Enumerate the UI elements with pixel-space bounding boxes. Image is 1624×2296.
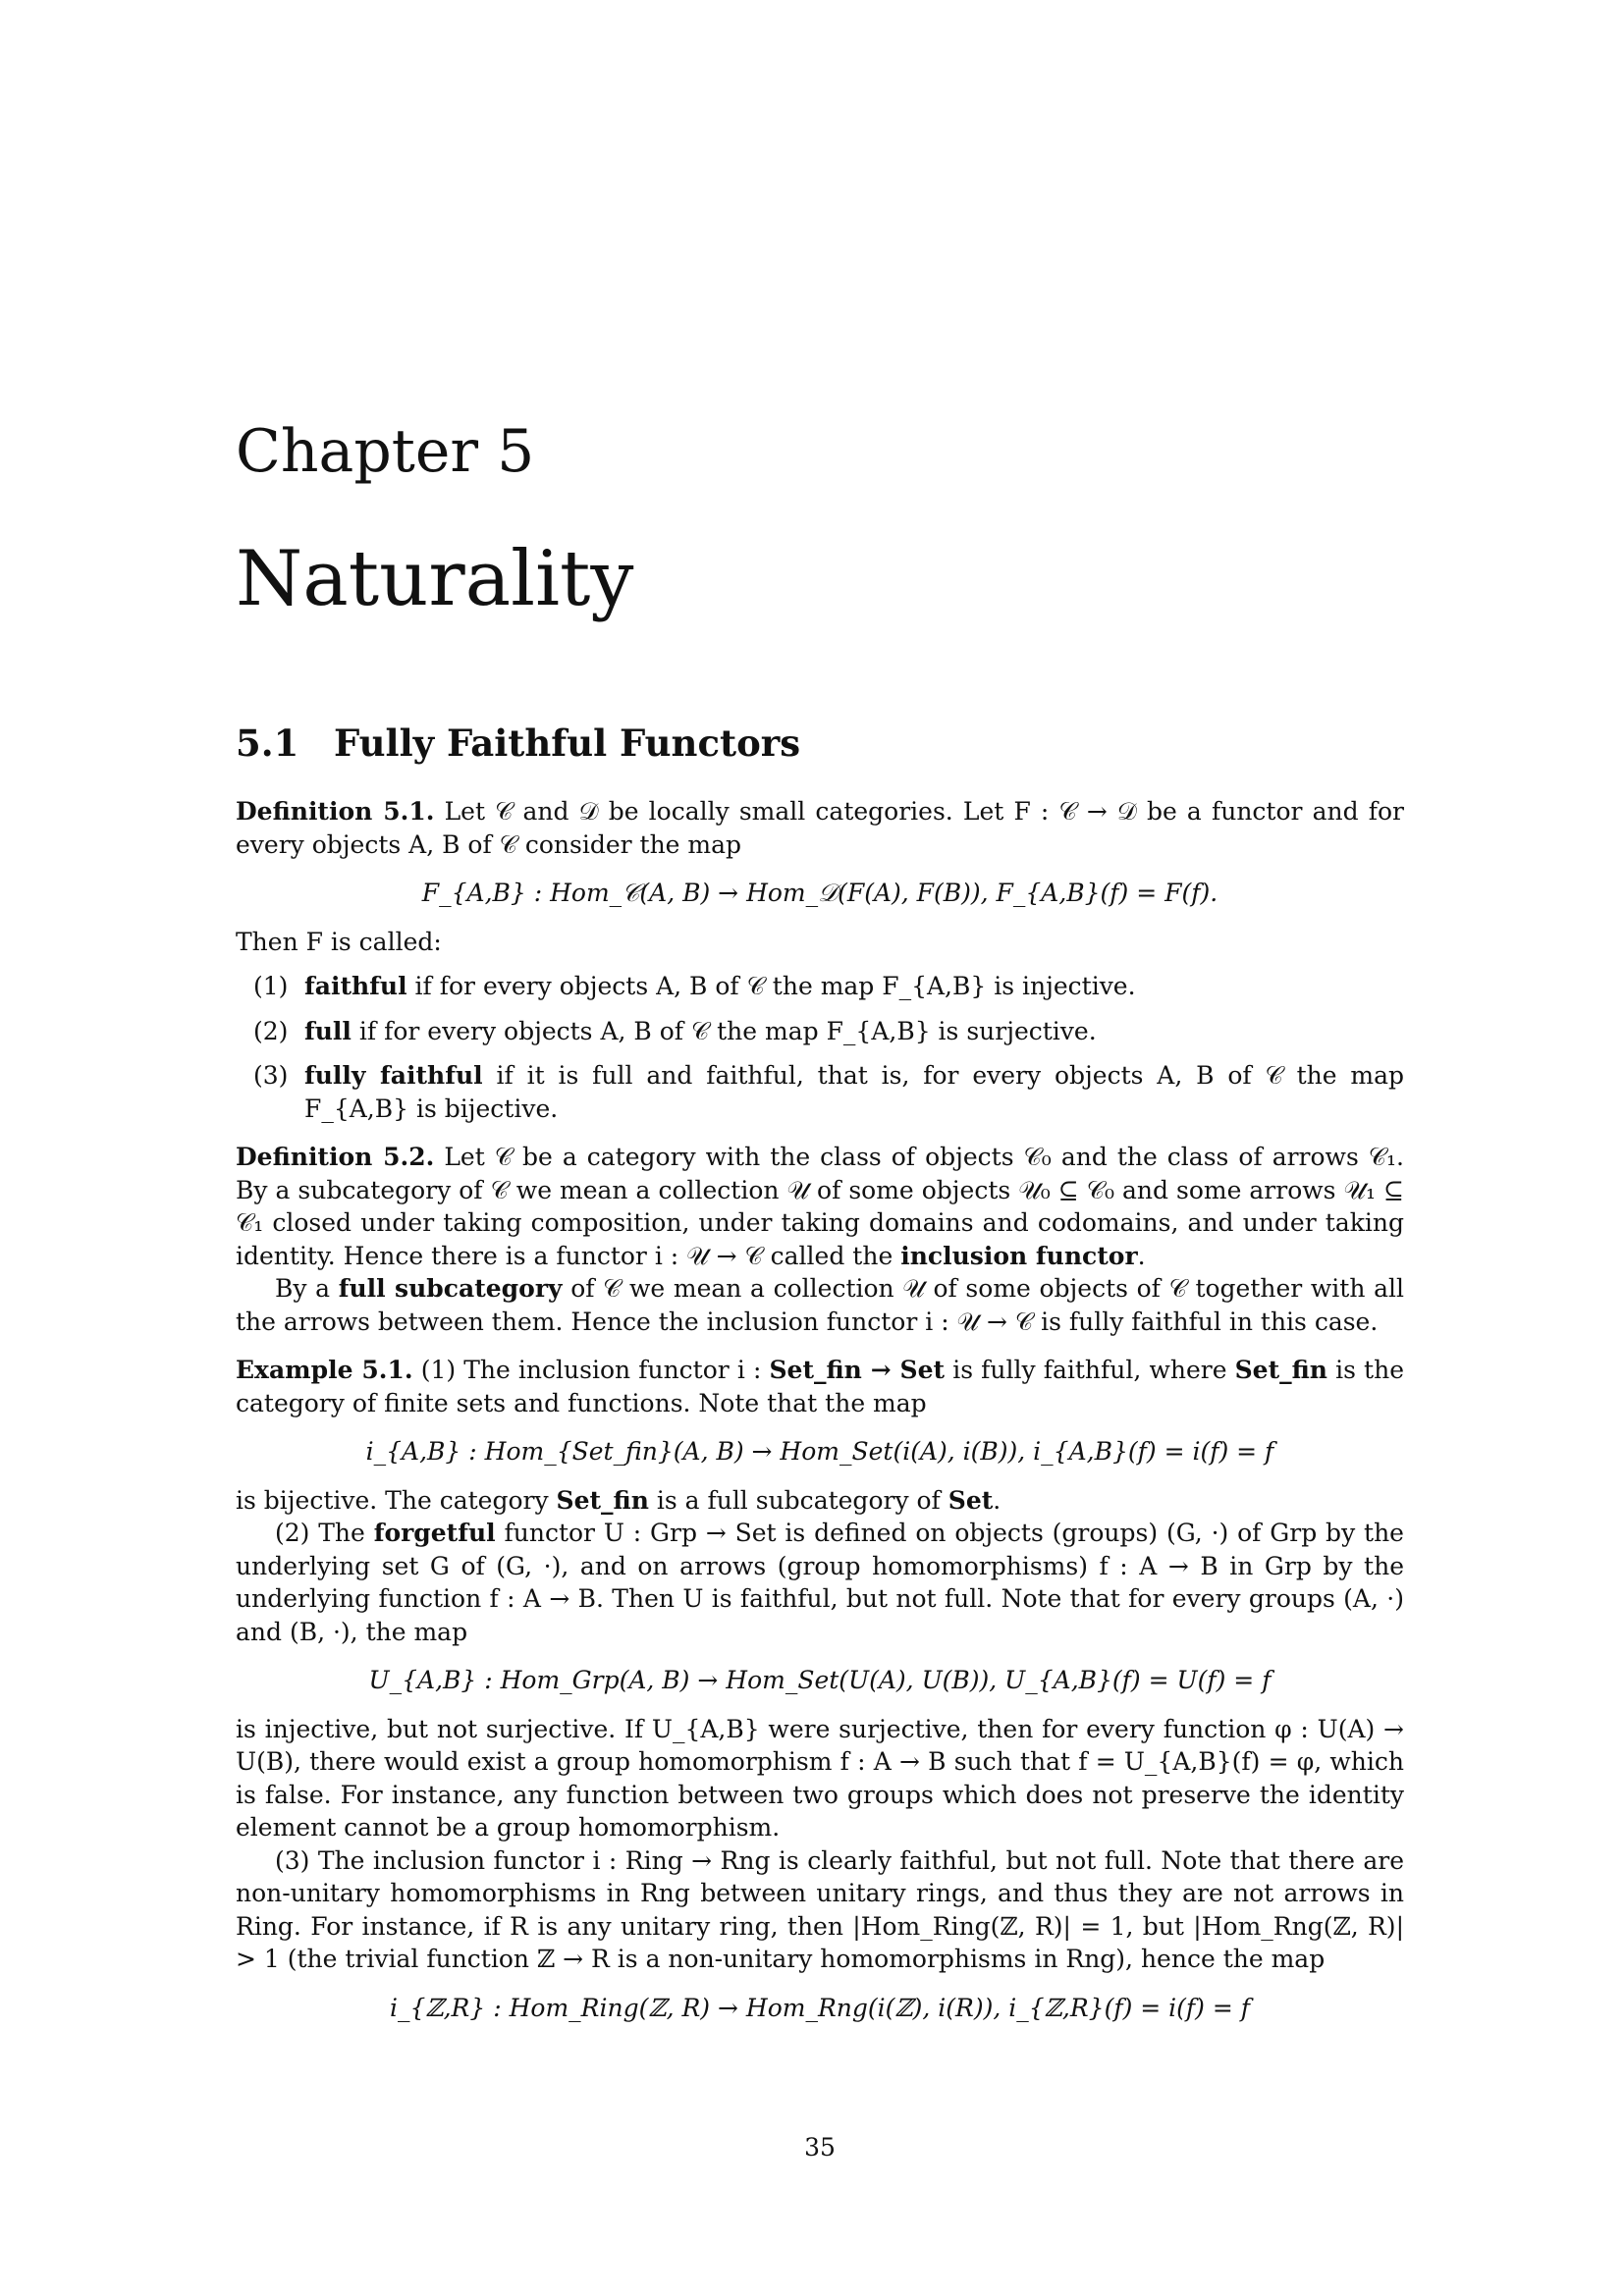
term: fully faithful [304,1061,483,1090]
list-item [253,1059,1404,1125]
text-run: is bijective. The category [236,1485,557,1515]
list-label: (2) [253,1016,289,1045]
page-number: 35 [804,2133,836,2162]
definition-5-1 [236,795,1404,861]
chapter-label: Chapter 5 [236,417,535,486]
equation: F_{A,B} : Hom_𝒞(A, B) → Hom_𝒟(F(A), F(B)), F_{A,B}(f) = F(f). [421,879,1218,907]
equation: i_{ℤ,R} : Hom_Ring(ℤ, R) → Hom_Rng(i(ℤ), i(R)), i_{ℤ,R}(f) = i(f) = f [389,1993,1251,2022]
text-run: is the category of finite sets and functions. Note that the map [236,1356,1404,1417]
example-text: (3) The inclusion functor i : Ring → Rng is clearly faithful, but not full. Note that there are non-unitary homomorphisms in Rng between unitary rings, and thus they are not arrows in Ring. For instance, if R is any unitary ring, then |Hom_Ring(ℤ, R)| = 1, but |Hom_Rng(ℤ, R)| > 1 (the trivial function ℤ → R is a non-unitary homomorphisms in Rng), hence the map [236,1845,1404,1973]
category-name: Set [947,1485,994,1515]
list-text: if it is full and faithful, that is, for every objects A, B of 𝒞 the map F_{A,B} is bijective. [304,1061,1405,1123]
body-text [236,795,1404,2040]
list-label: (3) [253,1061,289,1090]
section-title: Fully Faithful Functors [334,721,801,765]
then-text: Then F is called: [236,927,442,956]
text-run: (1) The inclusion functor i : [420,1356,770,1384]
equation: U_{A,B} : Hom_Grp(A, B) → Hom_Set(U(A), U(B)), U_{A,B}(f) = U(f) = f [368,1666,1272,1694]
example-5-1 [236,1354,1404,1419]
category-name: Set_fin → Set [769,1356,946,1384]
punctuation: . [1137,1241,1146,1270]
term: inclusion functor [900,1241,1138,1270]
section-heading [236,721,800,765]
definition-5-2-para2 [236,1272,1404,1338]
list-text: if for every objects A, B of 𝒞 the map F_{A,B} is surjective. [351,1016,1097,1045]
term: forgetful [373,1519,496,1547]
text-run: (2) The [275,1519,374,1547]
category-name: Set_fin [1234,1356,1327,1384]
list-text: if for every objects A, B of 𝒞 the map F_{A,B} is injective. [406,972,1136,1000]
definition-text: Let 𝒞 be a category with the class of objects 𝒞₀ and the class of arrows 𝒞₁. By a subcategory of 𝒞 we mean a collection 𝒰 of some objects 𝒰₀ ⊆ 𝒞₀ and some arrows 𝒰₁ ⊆ 𝒞₁ closed under taking composition, under taking domains and codomains, and under taking identity. Hence there is a functor i : 𝒰 → 𝒞 called the [236,1143,1404,1270]
term: faithful [304,972,407,1000]
text-run: of 𝒞 we mean a collection 𝒰 of some objects of 𝒞 together with all the arrows between them. Hence the inclusion functor i : 𝒰 → 𝒞 is fully faithful in this case. [236,1274,1405,1336]
example-text [236,1484,1404,1518]
definition-head: Definition 5.2. [236,1143,435,1171]
equation: i_{A,B} : Hom_{Set_fin}(A, B) → Hom_Set(i(A), i(B)), i_{A,B}(f) = i(f) = f [365,1437,1274,1466]
text-run: is a full subcategory of [648,1485,948,1515]
term: full subcategory [338,1274,563,1303]
text-run: By a [275,1274,339,1303]
chapter-title: Naturality [236,535,634,623]
list-item [253,970,1404,1003]
text-run: is fully faithful, where [945,1356,1235,1384]
example-text: is injective, but not surjective. If U_{A,B} were surjective, then for every function φ : U(A) → U(B), there would exist a group homomorphism f : A → B such that f = U_{A,B}(f) = φ, which is false. For instance, any function between two groups which does not preserve the identity element cannot be a group homomorphism. [236,1714,1404,1842]
list-item [253,1015,1404,1048]
definition-5-2 [236,1141,1404,1272]
example-text [236,1517,1404,1648]
example-head: Example 5.1. [236,1356,413,1384]
definition-text: Let 𝒞 and 𝒟 be locally small categories. Let F : 𝒞 → 𝒟 be a functor and for every objects A, B of 𝒞 consider the map [236,797,1405,859]
text-run: . [993,1485,1001,1515]
definition-head: Definition 5.1. [236,797,435,826]
section-number: 5.1 [236,721,299,765]
list-label: (1) [253,972,289,1000]
term: full [304,1016,352,1045]
category-name: Set_fin [556,1485,649,1515]
text-run: functor U : Grp → Set is defined on objects (groups) (G, ·) of Grp by the underlying set G of (G, ·), and on arrows (group homomorphisms) f : A → B in Grp by the underlying function f : A → B. Then U is faithful, but not full. Note that for every groups (A, ·) and (B, ·), the map [236,1519,1404,1646]
